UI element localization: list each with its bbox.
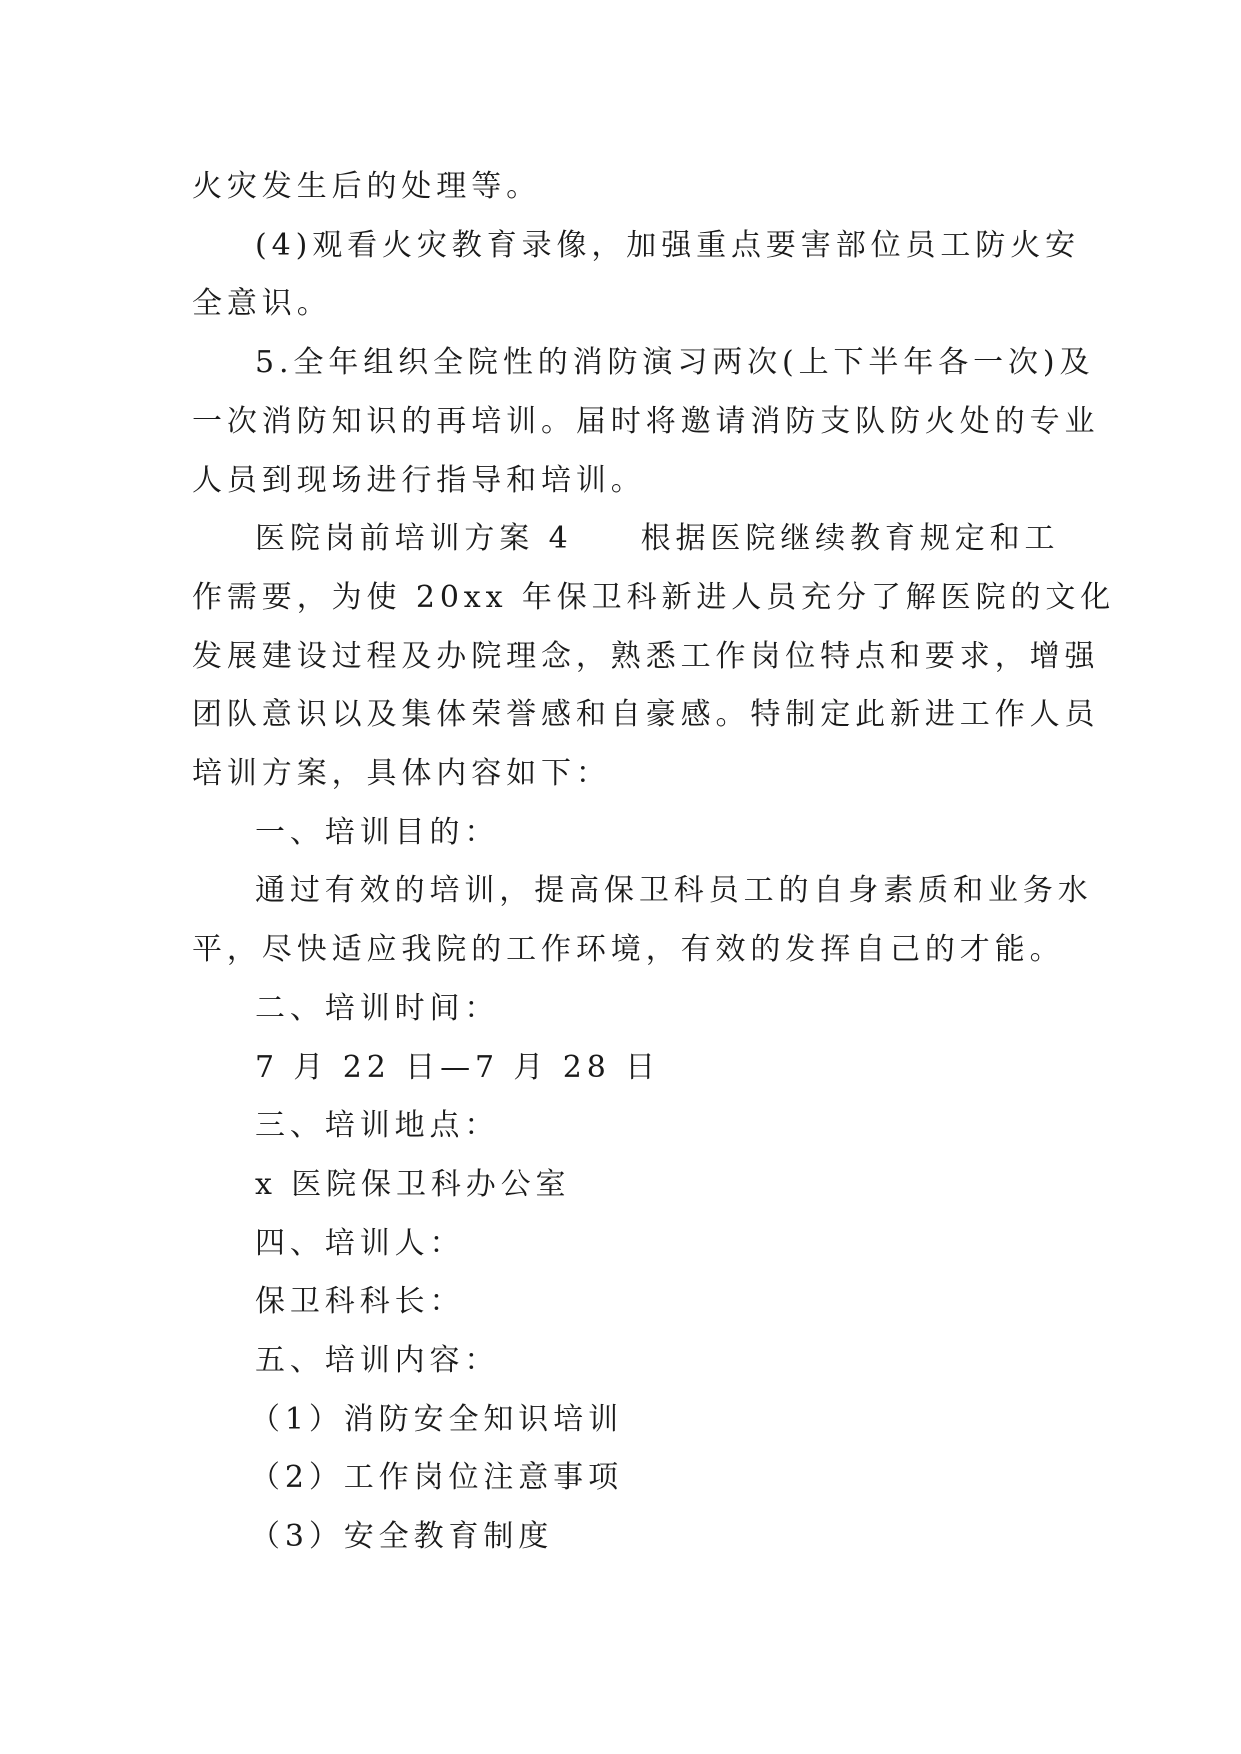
section-heading: 四、培训人： xyxy=(255,1225,465,1261)
paragraph-line: 通过有效的培训，提高保卫科员工的自身素质和业务水 xyxy=(255,873,1093,909)
paragraph-line: 一次消防知识的再培训。届时将邀请消防支队防火处的专业 xyxy=(192,403,1100,439)
paragraph-line: 5.全年组织全院性的消防演习两次(上下半年各一次)及 xyxy=(255,345,1095,381)
paragraph-line: 作需要，为使 20xx 年保卫科新进人员充分了解医院的文化 xyxy=(192,579,1116,615)
paragraph-line: 火灾发生后的处理等。 xyxy=(192,169,541,204)
paragraph-line: x 医院保卫科办公室 xyxy=(255,1166,571,1202)
section-heading: 一、培训目的： xyxy=(255,814,500,850)
paragraph-line: 人员到现场进行指导和培训。 xyxy=(192,462,646,498)
section-heading-line xyxy=(192,510,1060,569)
paragraph-line: (4)观看火灾教育录像，加强重点要害部位员工防火安 xyxy=(255,227,1080,263)
paragraph-line: 团队意识以及集体荣誉感和自豪感。特制定此新进工作人员 xyxy=(192,697,1100,733)
section-heading: 五、培训内容： xyxy=(255,1343,500,1379)
list-item: （1）消防安全知识培训 xyxy=(250,1401,623,1437)
paragraph-text: 根据医院继续教育规定和工 xyxy=(640,521,1060,557)
list-item: （2）工作岗位注意事项 xyxy=(250,1460,623,1496)
list-item: （3）安全教育制度 xyxy=(250,1519,554,1555)
document-body xyxy=(192,158,1116,1567)
section-title: 医院岗前培训方案 4 xyxy=(255,521,573,557)
paragraph-line: 平，尽快适应我院的工作环境，有效的发挥自己的才能。 xyxy=(192,932,1065,968)
paragraph-line: 保卫科科长： xyxy=(255,1284,465,1320)
paragraph-line: 全意识。 xyxy=(192,286,332,322)
paragraph-line: 7 月 22 日—7 月 28 日 xyxy=(255,1049,661,1085)
paragraph-line: 培训方案，具体内容如下： xyxy=(192,756,611,792)
section-heading: 三、培训地点： xyxy=(255,1108,500,1144)
section-heading: 二、培训时间： xyxy=(255,990,500,1026)
paragraph-line: 发展建设过程及办院理念，熟悉工作岗位特点和要求，增强 xyxy=(192,638,1100,674)
